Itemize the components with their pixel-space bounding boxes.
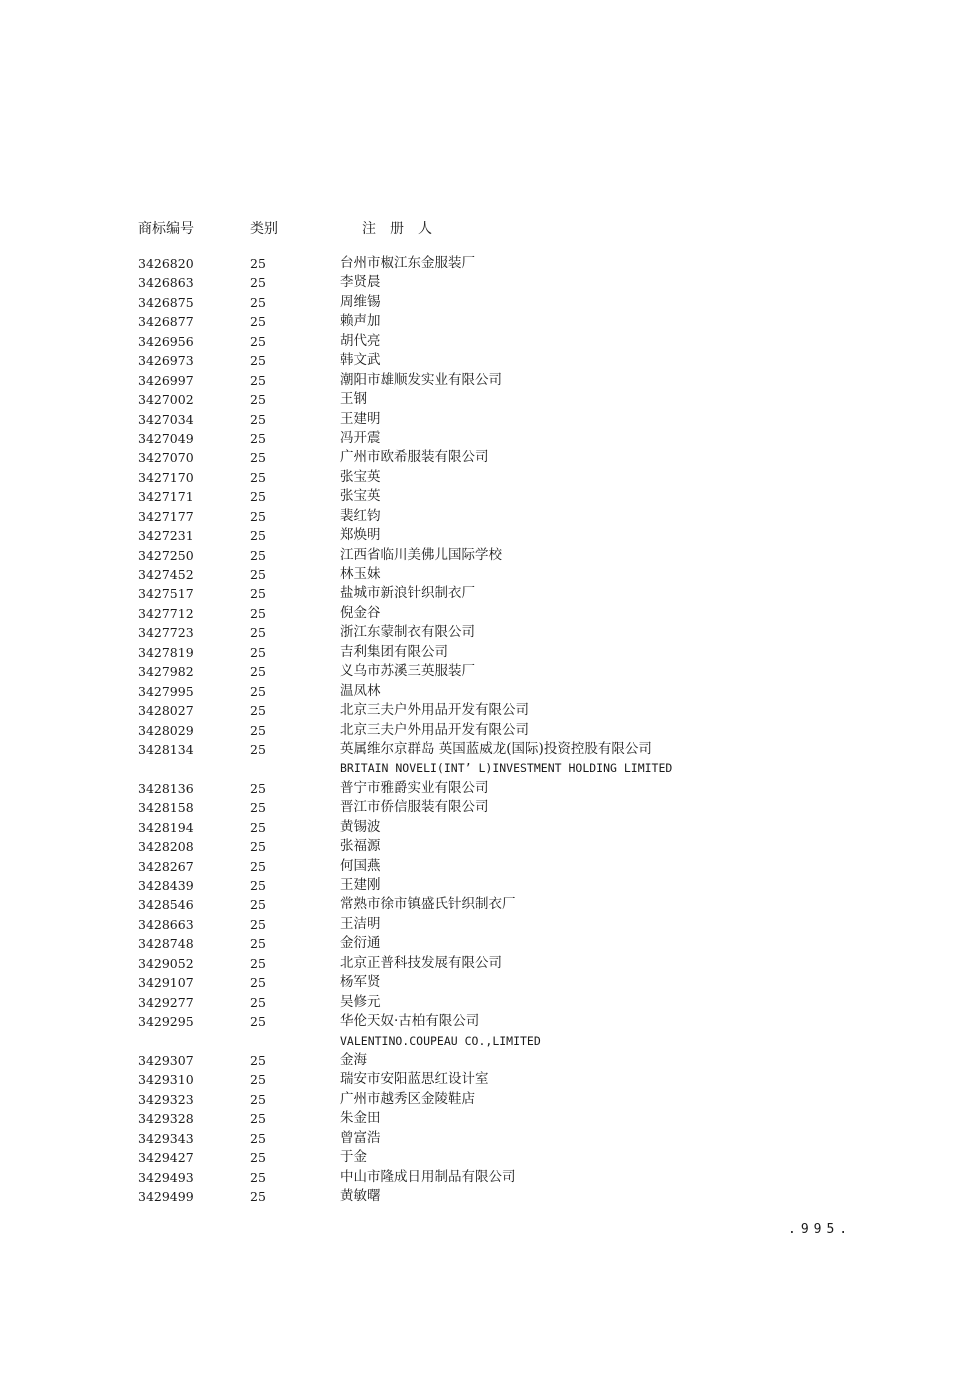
registrant-name: 浙江东蒙制衣有限公司	[340, 624, 475, 641]
class-number: 25	[250, 1189, 266, 1204]
table-row	[138, 993, 858, 1012]
header-class: 类别	[250, 221, 278, 237]
registrant-name: 李贤晨	[340, 274, 381, 291]
registrant-name: 晋江市侨信服装有限公司	[340, 799, 489, 816]
class-number: 25	[250, 741, 266, 757]
table-row	[138, 915, 858, 934]
class-number: 25	[250, 897, 266, 913]
trademark-number: 3427177	[138, 508, 194, 524]
registrant-name: 张福源	[340, 838, 381, 855]
trademark-number: 3428267	[138, 858, 194, 874]
table-row	[138, 254, 858, 273]
trademark-number: 3427982	[138, 664, 194, 680]
registrant-name: 王建刚	[340, 877, 381, 893]
registrant-name: 台州市椒江东金服装厂	[340, 255, 475, 271]
table-row	[138, 604, 858, 623]
registrant-name: 张宝英	[340, 468, 381, 485]
class-number: 25	[250, 294, 266, 310]
class-number: 25	[250, 353, 266, 369]
table-row	[138, 954, 858, 973]
registrant-name: 北京正普科技发展有限公司	[340, 954, 502, 971]
trademark-number: 3428748	[138, 936, 194, 952]
table-row	[138, 1051, 858, 1070]
class-number: 25	[250, 1072, 266, 1088]
table-row	[138, 973, 858, 992]
class-number: 25	[250, 1052, 266, 1068]
table-row	[138, 701, 858, 720]
class-number: 25	[250, 1111, 266, 1127]
table-row	[138, 448, 858, 467]
registrant-name: 王建明	[340, 410, 381, 427]
table-row	[138, 507, 858, 526]
class-number: 25	[250, 878, 266, 893]
registrant-name: 义乌市苏溪三英服装厂	[340, 663, 475, 680]
trademark-number: 3427723	[138, 625, 194, 641]
class-number: 25	[250, 936, 266, 952]
table-row	[138, 1090, 858, 1109]
registrant-name: 江西省临川美佛儿国际学校	[340, 546, 502, 563]
table-header	[138, 215, 858, 240]
registrant-name: 胡代亮	[340, 332, 381, 349]
class-number: 25	[250, 722, 266, 738]
trademark-number: 3428158	[138, 800, 194, 816]
trademark-number: 3427452	[138, 567, 194, 582]
registrant-name: 普宁市雅爵实业有限公司	[340, 779, 489, 796]
registrant-name: 冯开震	[340, 429, 381, 446]
trademark-number: 3426877	[138, 314, 194, 330]
table-row	[138, 682, 858, 701]
trademark-number: 3426956	[138, 333, 194, 349]
table-row	[138, 895, 858, 914]
table-row	[138, 1032, 858, 1051]
table-row	[138, 623, 858, 642]
class-number: 25	[250, 450, 266, 466]
registrant-name: 潮阳市雄顺发实业有限公司	[340, 371, 502, 388]
table-row	[138, 487, 858, 506]
class-number: 25	[250, 839, 266, 855]
trademark-number: 3427231	[138, 528, 194, 544]
table-row	[138, 1129, 858, 1148]
table-row	[138, 1070, 858, 1089]
registrant-name: 北京三夫户外用品开发有限公司	[340, 702, 529, 719]
page-number: .995.	[788, 1222, 853, 1237]
trademark-number: 3428663	[138, 916, 194, 932]
trademark-number: 3427517	[138, 586, 194, 602]
trademark-number: 3427070	[138, 450, 194, 466]
class-number: 25	[250, 411, 266, 427]
trademark-number: 3429328	[138, 1111, 194, 1127]
class-number: 25	[250, 508, 266, 524]
registrant-name: VALENTINO.COUPEAU CO.,LIMITED	[340, 1033, 541, 1048]
header-registrant: 注册人	[362, 221, 446, 237]
registrant-name: 瑞安市安阳蓝思红设计室	[340, 1071, 489, 1088]
registrant-name: 金海	[340, 1051, 367, 1068]
table-row	[138, 1109, 858, 1128]
table-row	[138, 468, 858, 487]
table-row	[138, 429, 858, 448]
trademark-number: 3429277	[138, 994, 194, 1010]
trademark-number: 3427171	[138, 489, 194, 505]
class-number: 25	[250, 528, 266, 544]
table-row	[138, 643, 858, 662]
trademark-number: 3429107	[138, 975, 194, 991]
registrant-name: 盐城市新浪针织制衣厂	[340, 585, 475, 602]
table-row	[138, 1012, 858, 1031]
class-number: 25	[250, 469, 266, 485]
registrant-name: 于金	[340, 1149, 367, 1166]
registrant-name: 杨军贤	[340, 974, 381, 991]
registrant-name: 黄敏曙	[340, 1188, 381, 1204]
table-row	[138, 721, 858, 740]
table-row	[138, 584, 858, 603]
trademark-number: 3427250	[138, 547, 194, 563]
class-number: 25	[250, 664, 266, 680]
trademark-number: 3426863	[138, 275, 194, 291]
registrant-name: 吉利集团有限公司	[340, 643, 448, 660]
class-number: 25	[250, 1091, 266, 1107]
trademark-number: 3427034	[138, 411, 194, 427]
trademark-number: 3426820	[138, 256, 194, 271]
table-row	[138, 410, 858, 429]
table-row	[138, 1187, 858, 1206]
table-row	[138, 876, 858, 895]
trademark-number: 3429295	[138, 1014, 194, 1030]
trademark-number: 3428134	[138, 741, 194, 757]
class-number: 25	[250, 430, 266, 446]
registrant-name: 何国燕	[340, 857, 381, 874]
table-row	[138, 662, 858, 681]
class-number: 25	[250, 819, 266, 835]
table-row	[138, 390, 858, 409]
table-row	[138, 1168, 858, 1187]
class-number: 25	[250, 994, 266, 1010]
table-row	[138, 779, 858, 798]
table-row	[138, 273, 858, 292]
registrant-name: 金衍通	[340, 935, 381, 952]
registrant-name: 倪金谷	[340, 604, 381, 621]
class-number: 25	[250, 547, 266, 563]
trademark-number: 3429323	[138, 1091, 194, 1107]
class-number: 25	[250, 567, 266, 582]
table-row	[138, 798, 858, 817]
class-number: 25	[250, 1150, 266, 1166]
registrant-name: 朱金田	[340, 1110, 381, 1127]
trademark-table	[138, 215, 858, 1206]
table-row	[138, 312, 858, 331]
class-number: 25	[250, 955, 266, 971]
registrant-name: 中山市隆成日用制品有限公司	[340, 1168, 516, 1185]
table-row	[138, 740, 858, 759]
trademark-number: 3429307	[138, 1052, 194, 1068]
class-number: 25	[250, 605, 266, 621]
header-trademark-number: 商标编号	[138, 221, 194, 237]
class-number: 25	[250, 683, 266, 699]
class-number: 25	[250, 1014, 266, 1030]
table-row	[138, 371, 858, 390]
class-number: 25	[250, 275, 266, 291]
registrant-name: 周维锡	[340, 293, 381, 310]
trademark-number: 3426997	[138, 372, 194, 388]
table-row	[138, 837, 858, 856]
registrant-name: 吴修元	[340, 993, 381, 1010]
trademark-number: 3428546	[138, 897, 194, 913]
trademark-number: 3427712	[138, 605, 194, 621]
table-row	[138, 332, 858, 351]
class-number: 25	[250, 975, 266, 991]
trademark-number: 3428136	[138, 780, 194, 796]
registrant-name: 王洁明	[340, 915, 381, 932]
registrant-name: 华伦天奴·古柏有限公司	[340, 1013, 480, 1030]
trademark-number: 3429499	[138, 1189, 194, 1204]
registrant-name: 林玉妹	[340, 566, 381, 582]
table-row	[138, 351, 858, 370]
trademark-number: 3429310	[138, 1072, 194, 1088]
registrant-name: 王钢	[340, 391, 367, 408]
table-body	[138, 254, 858, 1206]
registrant-name: BRITAIN NOVELI(INT’ L)INVESTMENT HOLDING LIMITED	[340, 761, 673, 776]
table-row	[138, 565, 858, 584]
class-number: 25	[250, 392, 266, 408]
class-number: 25	[250, 703, 266, 719]
class-number: 25	[250, 256, 266, 271]
class-number: 25	[250, 372, 266, 388]
trademark-number: 3428029	[138, 722, 194, 738]
trademark-number: 3428208	[138, 839, 194, 855]
trademark-number: 3426973	[138, 353, 194, 369]
trademark-number: 3429343	[138, 1130, 194, 1146]
class-number: 25	[250, 586, 266, 602]
registrant-name: 常熟市徐市镇盛氏针织制衣厂	[340, 896, 516, 913]
registrant-name: 张宝英	[340, 488, 381, 505]
class-number: 25	[250, 800, 266, 816]
class-number: 25	[250, 780, 266, 796]
registrant-name: 赖声加	[340, 313, 381, 330]
registrant-name: 广州市越秀区金陵鞋店	[340, 1090, 475, 1107]
registrant-name: 温凤林	[340, 682, 381, 699]
trademark-number: 3429493	[138, 1169, 194, 1185]
class-number: 25	[250, 1169, 266, 1185]
table-row	[138, 818, 858, 837]
class-number: 25	[250, 916, 266, 932]
registrant-name: 曾富浩	[340, 1129, 381, 1146]
trademark-number: 3428439	[138, 878, 194, 893]
class-number: 25	[250, 858, 266, 874]
registrant-name: 黄锡波	[340, 818, 381, 835]
class-number: 25	[250, 1130, 266, 1146]
trademark-number: 3429427	[138, 1150, 194, 1166]
table-row	[138, 1148, 858, 1167]
registrant-name: 北京三夫户外用品开发有限公司	[340, 721, 529, 738]
trademark-number: 3428027	[138, 703, 194, 719]
trademark-number: 3428194	[138, 819, 194, 835]
trademark-number: 3427819	[138, 644, 194, 660]
table-row	[138, 293, 858, 312]
class-number: 25	[250, 333, 266, 349]
class-number: 25	[250, 644, 266, 660]
class-number: 25	[250, 489, 266, 505]
table-row	[138, 934, 858, 953]
registrant-name: 郑焕明	[340, 527, 381, 544]
trademark-number: 3429052	[138, 955, 194, 971]
registrant-name: 韩文武	[340, 352, 381, 369]
trademark-number: 3426875	[138, 294, 194, 310]
table-row	[138, 857, 858, 876]
trademark-number: 3427002	[138, 392, 194, 408]
trademark-number: 3427170	[138, 469, 194, 485]
registrant-name: 英属维尔京群岛 英国蓝威龙(国际)投资控股有限公司	[340, 740, 652, 757]
table-row	[138, 546, 858, 565]
class-number: 25	[250, 625, 266, 641]
registrant-name: 裴红钧	[340, 507, 381, 524]
trademark-number: 3427995	[138, 683, 194, 699]
table-row	[138, 759, 858, 778]
class-number: 25	[250, 314, 266, 330]
table-row	[138, 526, 858, 545]
trademark-number: 3427049	[138, 430, 194, 446]
registrant-name: 广州市欧希服装有限公司	[340, 449, 489, 466]
